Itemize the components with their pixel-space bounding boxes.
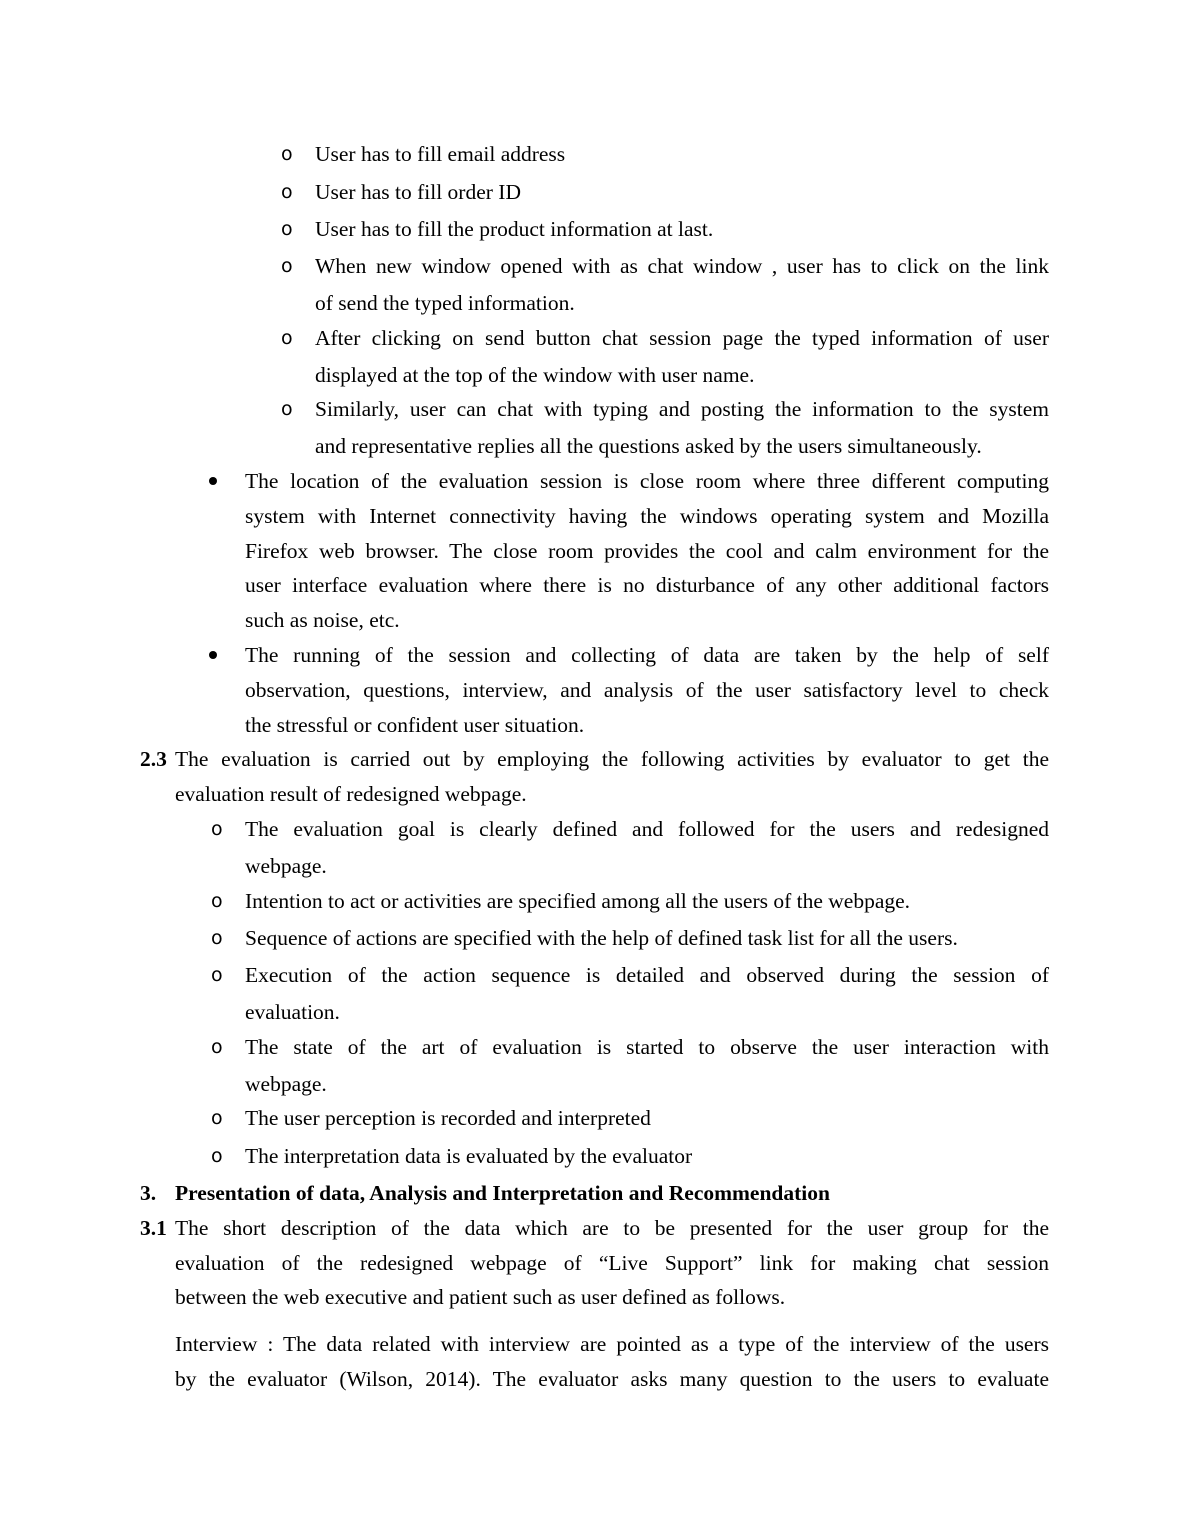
list-item-text: Execution of the action sequence is detailed and observed during the session of — [245, 963, 1049, 987]
bullet-item-text: Firefox web browser. The close room provides the cool and calm environment for the — [245, 539, 1049, 563]
list-item-text: The user perception is recorded and interpreted — [245, 1106, 651, 1130]
list-marker: o — [211, 818, 223, 840]
list-marker: o — [211, 927, 223, 949]
list-item-text: The evaluation goal is clearly defined and followed for the users and redesigned — [245, 817, 1049, 841]
list-item-text: evaluation. — [245, 1000, 340, 1024]
section-number: 2.3 — [140, 747, 167, 771]
bullet-item-text: user interface evaluation where there is no disturbance of any other additional factors — [245, 573, 1049, 597]
list-item-text: User has to fill email address — [315, 142, 566, 166]
list-item-text: Sequence of actions are specified with the help of defined task list for all the users. — [245, 926, 958, 950]
list-item-text: Similarly, user can chat with typing and posting the information to the system — [315, 397, 1049, 421]
list-marker: o — [211, 1107, 223, 1129]
section-number: 3.1 — [140, 1216, 167, 1240]
list-item-text: and representative replies all the questions asked by the users simultaneously. — [315, 434, 982, 458]
list-marker: o — [211, 1036, 223, 1058]
list-item-text: displayed at the top of the window with user name. — [315, 363, 755, 387]
list-item-text: The state of the art of evaluation is started to observe the user interaction with — [245, 1035, 1049, 1059]
list-item-text: After clicking on send button chat session page the typed information of user — [315, 326, 1049, 350]
list-item-text: webpage. — [245, 1072, 327, 1096]
paragraph-text: The evaluation is carried out by employing the following activities by evaluator to get the — [175, 747, 1049, 771]
paragraph-text: Interview : The data related with interview are pointed as a type of the interview of the users — [175, 1332, 1049, 1356]
bullet-marker — [209, 651, 217, 659]
paragraph-text: The short description of the data which are to be presented for the user group for the — [175, 1216, 1049, 1240]
list-item-text: The interpretation data is evaluated by the evaluator — [245, 1144, 693, 1168]
paragraph-text: evaluation result of redesigned webpage. — [175, 782, 527, 806]
list-item-text: When new window opened with as chat window , user has to click on the link — [315, 254, 1049, 278]
list-item-text: User has to fill order ID — [315, 180, 521, 204]
bullet-item-text: The running of the session and collecting of data are taken by the help of self — [245, 643, 1049, 667]
bullet-item-text: system with Internet connectivity having the windows operating system and Mozilla — [245, 504, 1049, 528]
list-marker: o — [281, 218, 293, 240]
list-marker: o — [281, 327, 293, 349]
bullet-item-text: such as noise, etc. — [245, 608, 400, 632]
section-title: Presentation of data, Analysis and Interpretation and Recommendation — [175, 1181, 830, 1205]
list-item-text: Intention to act or activities are specified among all the users of the webpage. — [245, 889, 911, 913]
list-marker: o — [281, 181, 293, 203]
bullet-item-text: observation, questions, interview, and analysis of the user satisfactory level to check — [245, 678, 1049, 702]
list-marker: o — [211, 890, 223, 912]
list-marker: o — [211, 964, 223, 986]
list-marker: o — [211, 1145, 223, 1167]
paragraph-text: between the web executive and patient such as user defined as follows. — [175, 1285, 786, 1309]
bullet-item-text: The location of the evaluation session is close room where three different computing — [245, 469, 1049, 493]
paragraph-text: evaluation of the redesigned webpage of “Live Support” link for making chat session — [175, 1251, 1049, 1275]
list-item-text: webpage. — [245, 854, 327, 878]
list-marker: o — [281, 398, 293, 420]
list-marker: o — [281, 143, 293, 165]
paragraph-text: by the evaluator (Wilson, 2014). The evaluator asks many question to the users to evaluate — [175, 1367, 1049, 1391]
list-marker: o — [281, 255, 293, 277]
list-item-text: User has to fill the product information at last. — [315, 217, 714, 241]
section-number: 3. — [140, 1181, 157, 1205]
list-item-text: of send the typed information. — [315, 291, 575, 315]
bullet-item-text: the stressful or confident user situation. — [245, 713, 585, 737]
bullet-marker — [209, 477, 217, 485]
